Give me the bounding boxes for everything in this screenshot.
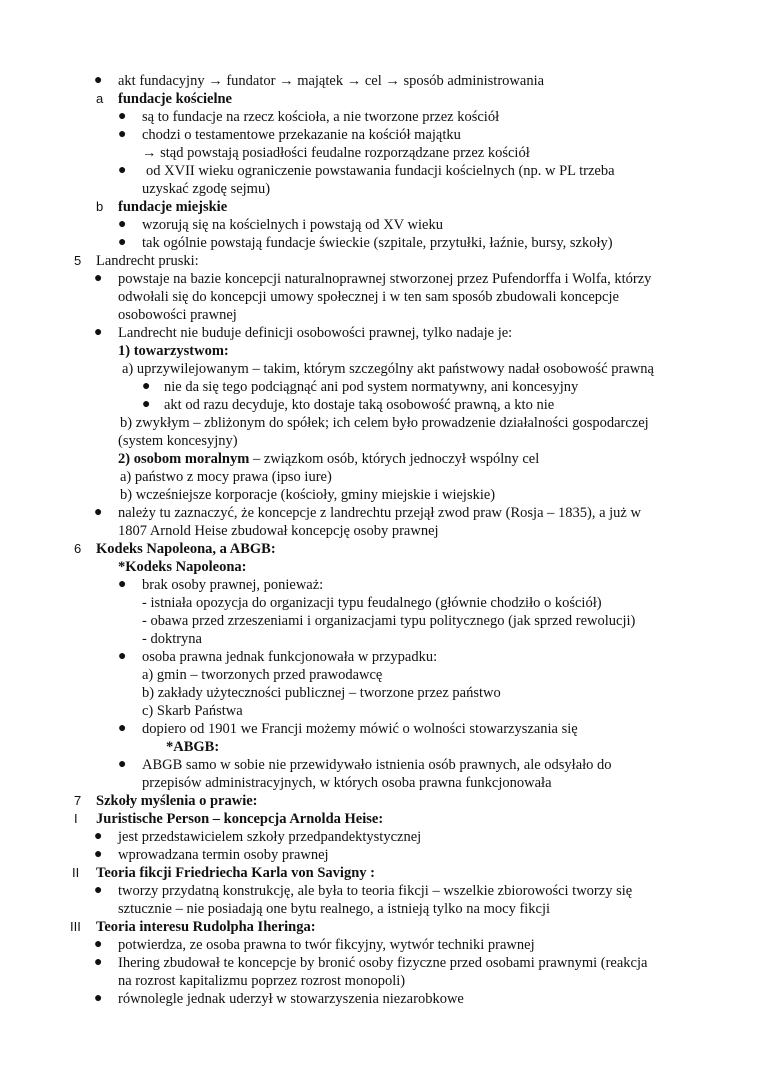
list-number: 7 xyxy=(74,793,82,808)
text-bold: 2) osobom moralnym xyxy=(118,451,250,467)
bullet-icon: ● xyxy=(118,721,127,736)
text-line: jest przedstawicielem szkoły przedpandektystycznej xyxy=(118,829,422,845)
roman-numeral: I xyxy=(74,811,78,826)
text-rest: – związkom osób, których jednoczył wspólny cel xyxy=(249,451,540,467)
section-heading: fundacje kościelne xyxy=(118,91,232,107)
text-line: na rozrost kapitalizmu poprzez rozrost monopoli) xyxy=(118,973,406,989)
text-line: c) Skarb Państwa xyxy=(142,703,243,719)
section-heading: Szkoły myślenia o prawie: xyxy=(96,793,258,809)
bullet-icon: ● xyxy=(118,127,127,142)
text-line: (system koncesyjny) xyxy=(118,433,238,449)
bullet-icon: ● xyxy=(118,577,127,592)
section-heading: Kodeks Napoleona, a ABGB: xyxy=(96,541,276,557)
bullet-icon: ● xyxy=(94,955,103,970)
text-line: a) państwo z mocy prawa (ipso iure) xyxy=(120,469,332,485)
subsection-heading: *ABGB: xyxy=(166,739,220,755)
roman-numeral: II xyxy=(72,865,80,880)
bullet-icon: ● xyxy=(94,505,103,520)
bullet-icon: ● xyxy=(94,325,103,340)
text-line: - istniała opozycja do organizacji typu feudalnego (głównie chodziło o kościół) xyxy=(142,595,602,611)
roman-numeral: III xyxy=(70,919,81,934)
text-line: brak osoby prawnej, ponieważ: xyxy=(142,577,324,593)
text-line: → stąd powstają posiadłości feudalne rozporządzane przez kościół xyxy=(142,145,530,161)
section-heading: Teoria interesu Rudolpha Iheringa: xyxy=(96,919,316,935)
bullet-icon: ● xyxy=(94,847,103,862)
text-line: Landrecht nie buduje definicji osobowości prawnej, tylko nadaje je: xyxy=(118,325,513,341)
text-line: są to fundacje na rzecz kościoła, a nie tworzone przez kościół xyxy=(142,109,500,125)
text-line: a) gmin – tworzonych przed prawodawcę xyxy=(142,667,383,683)
bullet-icon: ● xyxy=(118,649,127,664)
text-line: ABGB samo w sobie nie przewidywało istnienia osób prawnych, ale odsyłało do xyxy=(142,757,612,773)
bullet-icon: ● xyxy=(118,109,127,124)
bullet-icon: ● xyxy=(94,991,103,1006)
bullet-icon: ● xyxy=(118,235,127,250)
text-line: odwołali się do koncepcji umowy społecznej i w ten sam sposób zbudowali koncepcje xyxy=(118,289,619,305)
bullet-icon: ● xyxy=(142,397,151,412)
subsection-heading: *Kodeks Napoleona: xyxy=(118,559,247,575)
text-line: tworzy przydatną konstrukcję, ale była to teoria fikcji – wszelkie zbiorowości tworzy się xyxy=(118,883,633,899)
text-line: powstaje na bazie koncepcji naturalnoprawnej stworzonej przez Pufendorffa i Wolfa, którzy xyxy=(118,271,652,287)
bullet-icon: ● xyxy=(118,757,127,772)
list-marker-a: a xyxy=(96,91,104,106)
text-line: osobowości prawnej xyxy=(118,307,237,323)
text-line: - doktryna xyxy=(142,631,202,647)
text-line: należy tu zaznaczyć, że koncepcje z landrechtu przejął zwod praw (Rosja – 1835), a już w xyxy=(118,505,641,521)
section-heading: Teoria fikcji Friedriecha Karla von Savigny : xyxy=(96,865,375,881)
bullet-icon: ● xyxy=(142,379,151,394)
text-line: Ihering zbudował te koncepcje by bronić osoby fizyczne przed osobami prawnymi (reakcja xyxy=(118,955,648,971)
bullet-icon: ● xyxy=(94,829,103,844)
text-line xyxy=(118,450,539,468)
text-line: b) wcześniejsze korporacje (kościoły, gminy miejskie i wiejskie) xyxy=(120,487,496,503)
text-line: tak ogólnie powstają fundacje świeckie (szpitale, przytułki, łaźnie, bursy, szkoły) xyxy=(142,235,613,251)
text-line: 1807 Arnold Heise zbudował koncepcję osoby prawnej xyxy=(118,523,439,539)
text-line: potwierdza, ze osoba prawna to twór fikcyjny, wytwór techniki prawnej xyxy=(118,937,535,953)
text-line: b) zwykłym – zbliżonym do spółek; ich celem było prowadzenie działalności gospodarczej xyxy=(120,415,649,431)
text-line: akt od razu decyduje, kto dostaje taką osobowość prawną, a kto nie xyxy=(164,397,555,413)
text-line: chodzi o testamentowe przekazanie na kościół majątku xyxy=(142,127,461,143)
section-heading: Landrecht pruski: xyxy=(96,253,199,269)
bullet-icon: ● xyxy=(94,271,103,286)
section-heading: fundacje miejskie xyxy=(118,199,228,215)
text-line: a) uprzywilejowanym – takim, którym szczególny akt państwowy nadał osobowość prawną xyxy=(122,361,654,377)
text-line: sztucznie – nie posiadają one bytu realnego, a istnieją tylko na mocy fikcji xyxy=(118,901,551,917)
text-line: 1) towarzystwom: xyxy=(118,343,229,359)
bullet-icon: ● xyxy=(94,883,103,898)
bullet-icon: ● xyxy=(118,163,127,178)
text-line: - obawa przed zrzeszeniami i organizacjami typu politycznego (jak sprzed rewolucji) xyxy=(142,613,636,629)
text-line: akt fundacyjny → fundator → majątek → cel → sposób administrowania xyxy=(118,73,545,89)
text-line: wprowadzana termin osoby prawnej xyxy=(118,847,329,863)
bullet-icon: ● xyxy=(118,217,127,232)
text-line: b) zakłady użyteczności publicznej – tworzone przez państwo xyxy=(142,685,501,701)
list-number: 6 xyxy=(74,541,82,556)
text-line: uzyskać zgodę sejmu) xyxy=(142,181,271,197)
section-heading: Juristische Person – koncepcja Arnolda Heise: xyxy=(96,811,384,827)
text-line: dopiero od 1901 we Francji możemy mówić o wolności stowarzyszania się xyxy=(142,721,578,737)
text-line: osoba prawna jednak funkcjonowała w przypadku: xyxy=(142,649,438,665)
text-line: od XVII wieku ograniczenie powstawania fundacji kościelnych (np. w PL trzeba xyxy=(146,163,615,179)
text-line: wzorują się na kościelnych i powstają od XV wieku xyxy=(142,217,443,233)
text-line: równolegle jednak uderzył w stowarzyszenia niezarobkowe xyxy=(118,991,464,1007)
list-marker-b: b xyxy=(96,199,104,214)
bullet-icon: ● xyxy=(94,937,103,952)
text-line: przepisów administracyjnych, w których osoba prawna funkcjonowała xyxy=(142,775,552,791)
text-line: nie da się tego podciągnąć ani pod system normatywny, ani koncesyjny xyxy=(164,379,579,395)
bullet-icon: ● xyxy=(94,73,103,88)
list-number: 5 xyxy=(74,253,82,268)
